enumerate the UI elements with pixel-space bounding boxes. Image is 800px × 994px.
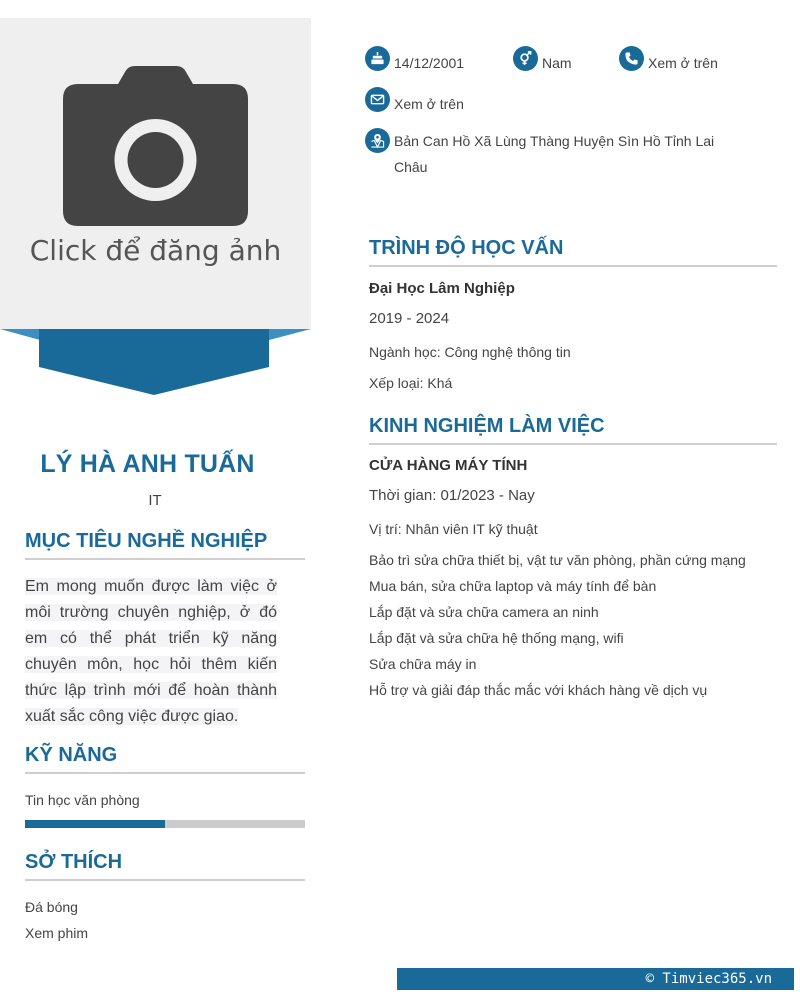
email-text: Xem ở trên (394, 96, 464, 112)
envelope-icon (365, 87, 390, 112)
skills-heading: KỸ NĂNG (25, 744, 305, 774)
address-text: Bản Can Hồ Xã Lùng Thàng Huyện Sìn Hồ Tỉnh Lai Châu (394, 133, 715, 175)
contact-gender (513, 46, 572, 76)
footer-credit: © Timviec365.vn (397, 968, 794, 990)
contact-email (365, 87, 464, 117)
birthday-text: 14/12/2001 (394, 55, 465, 71)
work-position: Vị trí: Nhân viên IT kỹ thuật (369, 521, 538, 537)
hobbies-heading: SỞ THÍCH (25, 851, 305, 881)
duty-item: Mua bán, sửa chữa laptop và máy tính để bàn (369, 578, 657, 594)
map-pin-icon (365, 128, 390, 153)
hobby-item: Đá bóng (25, 899, 78, 915)
duty-item: Lắp đặt và sửa chữa camera an ninh (369, 604, 599, 620)
education-rank: Xếp loại: Khá (369, 375, 453, 391)
phone-text: Xem ở trên (648, 55, 718, 71)
contact-address (365, 128, 725, 180)
education-major: Ngành học: Công nghệ thông tin (369, 344, 571, 360)
gender-icon (513, 46, 538, 71)
contact-birthday (365, 46, 464, 76)
contact-phone (619, 46, 718, 76)
hobby-item: Xem phim (25, 925, 89, 941)
camera-icon (63, 66, 248, 226)
cake-icon (365, 46, 390, 71)
photo-ribbon (0, 329, 311, 397)
photo-upload[interactable] (0, 18, 311, 329)
duty-item: Sửa chữa máy in (369, 656, 477, 672)
school-name: Đại Học Lâm Nghiệp (369, 280, 515, 297)
skill-name: Tin học văn phòng (25, 792, 140, 808)
candidate-name: LÝ HÀ ANH TUẤN (40, 450, 255, 478)
duty-item: Hỗ trợ và giải đáp thắc mắc với khách hàng về dịch vụ (369, 682, 708, 698)
duty-item: Lắp đặt và sửa chữa hệ thống mạng, wifi (369, 630, 624, 646)
photo-caption: Click để đăng ảnh (29, 234, 282, 267)
skill-bar (25, 820, 305, 828)
job-title: IT (148, 492, 162, 509)
work-period: Thời gian: 01/2023 - Nay (369, 487, 535, 504)
objective-heading: MỤC TIÊU NGHỀ NGHIỆP (25, 530, 305, 560)
phone-icon (619, 46, 644, 71)
education-years: 2019 - 2024 (369, 310, 450, 327)
objective-text: Em mong muốn được làm việc ở môi trường chuyên nghiệp, ở đó em có thể phát triển kỹ năng chuyên môn, học hỏi thêm kiến thức lập trình mới để hoàn thành xuất sắc công việc được giao. (25, 578, 277, 725)
company-name: CỬA HÀNG MÁY TÍNH (369, 457, 528, 474)
duty-item: Bảo trì sửa chữa thiết bị, vật tư văn phòng, phần cứng mạng (369, 552, 746, 568)
gender-text: Nam (542, 55, 572, 71)
experience-heading: KINH NGHIỆM LÀM VIỆC (369, 415, 777, 445)
skill-bar-fill (25, 820, 165, 828)
education-heading: TRÌNH ĐỘ HỌC VẤN (369, 237, 777, 267)
